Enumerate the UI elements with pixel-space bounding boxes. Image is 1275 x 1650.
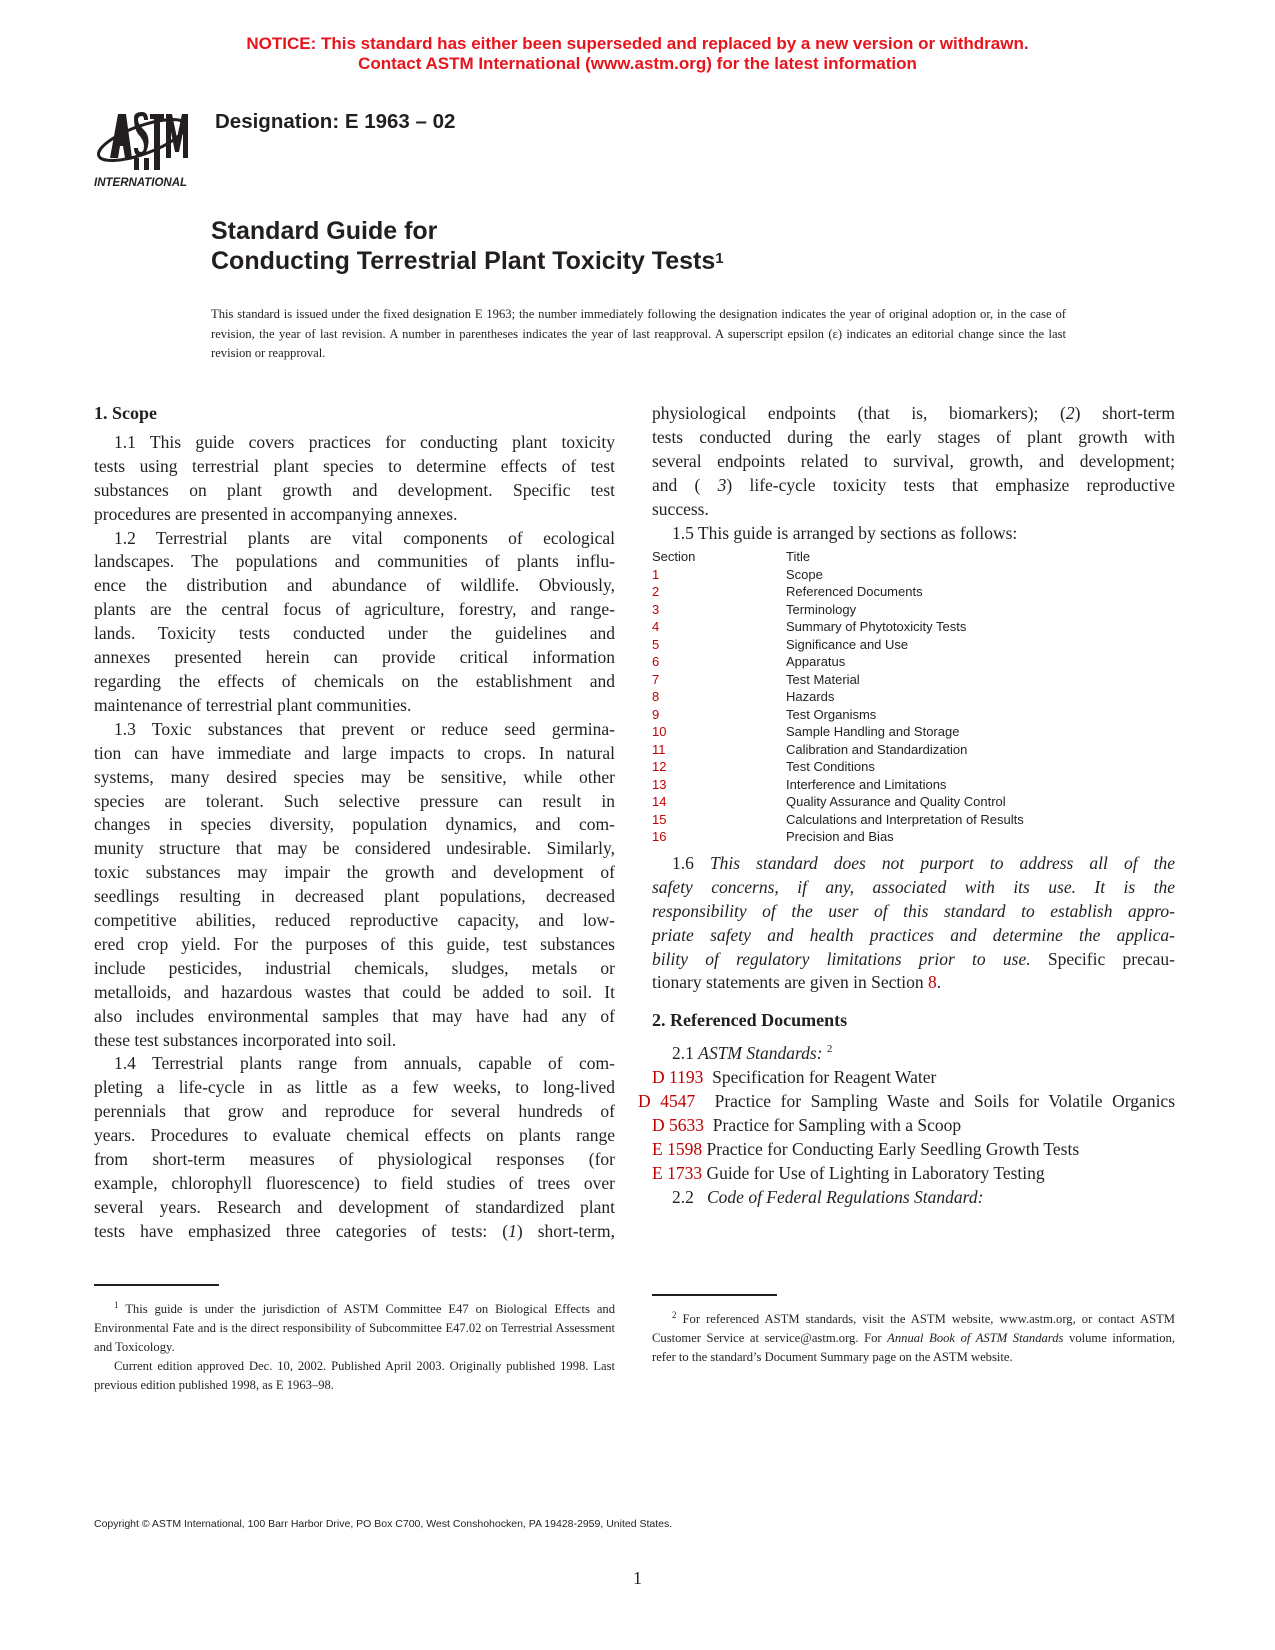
section-row[interactable]: 3 Terminology: [652, 601, 857, 617]
astm-reference-list: [638, 1066, 1176, 1186]
section-link[interactable]: 2: [652, 584, 660, 600]
section-link[interactable]: 1: [652, 566, 660, 582]
designation: Designation: E 1963 – 02: [215, 110, 456, 133]
title-line-2: Conducting Terrestrial Plant Toxicity Tests$^1$: [211, 247, 724, 275]
section-row[interactable]: 9 Test Organisms: [652, 706, 877, 722]
section-row[interactable]: 1 Scope: [652, 566, 823, 582]
page-number: 1: [633, 1568, 642, 1588]
reference-item: D 4547 Practice for Sampling Waste and Soils for Volatile Organics: [638, 1090, 1176, 1111]
section-row[interactable]: 14 Quality Assurance and Quality Control: [652, 794, 1006, 810]
document-title: [211, 216, 724, 276]
paragraph-1-3: 1.3 Toxic substances that prevent or reduce seed germina- tion can have immediate and large impacts to crops. In natural systems, many desired species may be sensitive, while other species are tolerant. Such selective pressure can result in changes in species diversity, population dynamics, and com- munity structure that may be considered undesirable. Similarly, toxic substances may impair the growth and development of seedlings resulting in decreased plant populations, decreased competitive abilities, reduced reproductive capacity, and low- ered crop yield. For the purposes of this guide, test substances include pesticides, industrial chemicals, sludges, metals or metalloids, and hazardous wastes that could be added to soil. It also includes environmental samples that may have had any of these test substances incorporated into soil.: [94, 718, 615, 1050]
section-2-heading: 2. Referenced Documents: [652, 1010, 848, 1031]
section-link[interactable]: 10: [652, 724, 667, 740]
paragraph-1-4-continued: physiological endpoints (that is, biomarkers); (2) short-term tests conducted during the early stages of plant growth with several endpoints related to survival, growth, and development; and ( 3) life-cycle toxicity tests that emphasize reproductive success.: [652, 403, 1176, 519]
paragraph-2-1: 2.1 ASTM Standards: $^2$: [672, 1043, 833, 1064]
section-row[interactable]: 13 Interference and Limitations: [652, 776, 947, 792]
paragraph-1-4: 1.4 Terrestrial plants range from annuals, capable of com- pleting a life-cycle in as little as a few weeks, to long-lived perennials that grow and reproduce for several hundreds of years. Procedures to evaluate chemical effects on plants range from short-term measures of physiological responses (for example, chlorophyll fluorescence) to field studies of trees over several years. Research and development of standardized plant tests have emphasized three categories of tests: (1) short-term,: [94, 1053, 615, 1241]
paragraph-1-1: 1.1 This guide covers practices for conducting plant toxicity tests using terrestrial plant species to determine effects of test substances on plant growth and development. Specific test procedures are presented in accompanying annexes.: [94, 431, 615, 524]
reference-item: D 1193 Specification for Reagent Water: [652, 1067, 937, 1088]
section-link[interactable]: 7: [652, 671, 660, 687]
svg-text:INTERNATIONAL: INTERNATIONAL: [94, 177, 188, 189]
section-link[interactable]: 9: [652, 706, 660, 722]
title-line-1: Standard Guide for: [211, 217, 438, 245]
section-link[interactable]: 14: [652, 794, 667, 810]
reference-item: D 5633 Practice for Sampling with a Scoop: [652, 1114, 962, 1135]
footnote-2-marker: 2: [672, 1310, 677, 1320]
right-column: [638, 402, 1176, 1209]
section-8-link[interactable]: 8: [928, 972, 937, 993]
section-link[interactable]: 11: [652, 741, 666, 757]
reference-code-link[interactable]: D 1193: [652, 1067, 704, 1088]
section-row[interactable]: 5 Significance and Use: [652, 636, 909, 652]
section-row[interactable]: 8 Hazards: [652, 689, 835, 705]
section-link[interactable]: 16: [652, 829, 667, 845]
footnote-1-marker: 1: [114, 1300, 119, 1310]
notice-line-1: NOTICE: This standard has either been superseded and replaced by a new version or withdrawn.: [246, 34, 1029, 53]
title-footnote-ref[interactable]: 1: [715, 250, 724, 267]
reference-code-link[interactable]: E 1598: [652, 1138, 703, 1159]
section-row[interactable]: 2 Referenced Documents: [652, 584, 923, 600]
section-row[interactable]: 16 Precision and Bias: [652, 829, 894, 845]
reference-item: E 1733 Guide for Use of Lighting in Laboratory Testing: [652, 1162, 1045, 1183]
astm-logo-icon: [92, 106, 198, 190]
footnote-1: $^1$ This guide is under the jurisdiction of ASTM Committee E47 on Biological Effects and Environmental Fate and is the direct responsibility of Subcommittee E47.02 on Terrestrial Assessment and Toxicology. Current edition approved Dec. 10, 2002. Published April 2003. Originally published 1998. Last previous edition published 1998, as E 1963–98.: [94, 1284, 615, 1395]
section-row[interactable]: 10 Sample Handling and Storage: [652, 724, 960, 740]
section-row[interactable]: 7 Test Material: [652, 671, 860, 687]
reference-code-link[interactable]: D 5633: [652, 1114, 705, 1135]
section-1-heading: 1. Scope: [94, 403, 157, 423]
paragraph-2-2: 2.2 Code of Federal Regulations Standard:: [672, 1186, 984, 1207]
section-row[interactable]: 6 Apparatus: [652, 654, 846, 670]
footnote-2: $^2$ For referenced ASTM standards, visit the ASTM website, www.astm.org, or contact ASTM Customer Service at service@astm.org. For Annual Book of ASTM Standards volume information, refer to the standard’s Document Summary page on the ASTM website.: [652, 1294, 1175, 1367]
section-table-header: Section Title: [652, 549, 811, 565]
section-link[interactable]: 13: [652, 776, 667, 792]
footnote-2-ref[interactable]: 2: [826, 1043, 833, 1056]
left-column: [94, 402, 615, 1244]
section-row[interactable]: 15 Calculations and Interpretation of Results: [652, 811, 1024, 827]
section-link[interactable]: 8: [652, 689, 660, 705]
copyright-notice: Copyright © ASTM International, 100 Barr Harbor Drive, PO Box C700, West Conshohocken, PA 19428-2959, United States.: [94, 1518, 673, 1530]
footnote-rule: [652, 1294, 777, 1296]
section-table: [652, 548, 1175, 846]
section-link[interactable]: 5: [652, 636, 660, 652]
astm-international-logo: [92, 106, 198, 190]
reference-item: E 1598 Practice for Conducting Early Seedling Growth Tests: [652, 1138, 1080, 1159]
supersession-notice: [0, 34, 1275, 74]
notice-line-2: Contact ASTM International (www.astm.org) for the latest information: [358, 54, 917, 73]
issuance-statement: This standard is issued under the fixed designation E 1963; the number immediately following the designation indicates the year of original adoption or, in the case of revision, the year of last revision. A number in parentheses indicates the year of last reapproval. A superscript epsilon (ε) indicates an editorial change since the last revision or reapproval.: [211, 307, 1066, 360]
footnote-rule: [94, 1284, 219, 1286]
section-link[interactable]: 4: [652, 619, 660, 635]
section-link[interactable]: 6: [652, 654, 660, 670]
paragraph-1-5: 1.5 This guide is arranged by sections as follows:: [672, 522, 1018, 543]
reference-code-link[interactable]: E 1733: [652, 1162, 703, 1183]
section-row[interactable]: 4 Summary of Phytotoxicity Tests: [652, 619, 967, 635]
paragraph-1-6: 1.6 This standard does not purport to address all of the safety concerns, if any, associated with its use. It is the responsibility of the user of this standard to establish appro- priate safety and health practices and determine the applica- bility of regulatory limitations prior to use. Specific precau- tionary statements are given in Section 8.: [652, 852, 1175, 993]
section-row[interactable]: 11 Calibration and Standardization: [652, 741, 968, 757]
reference-code-link[interactable]: D 4547: [638, 1090, 696, 1111]
section-link[interactable]: 12: [652, 759, 667, 775]
section-link[interactable]: 3: [652, 601, 660, 617]
section-row[interactable]: 12 Test Conditions: [652, 759, 875, 775]
paragraph-1-2: 1.2 Terrestrial plants are vital components of ecological landscapes. The populations and communities of plants influ- ence the distribution and abundance of wildlife. Obviously, plants are the central focus of agriculture, forestry, and range- lands. Toxicity tests conducted under the guidelines and annexes presented herein can provide critical information regarding the effects of chemicals on the establishment and maintenance of terrestrial plant communities.: [94, 527, 615, 715]
section-link[interactable]: 15: [652, 811, 667, 827]
